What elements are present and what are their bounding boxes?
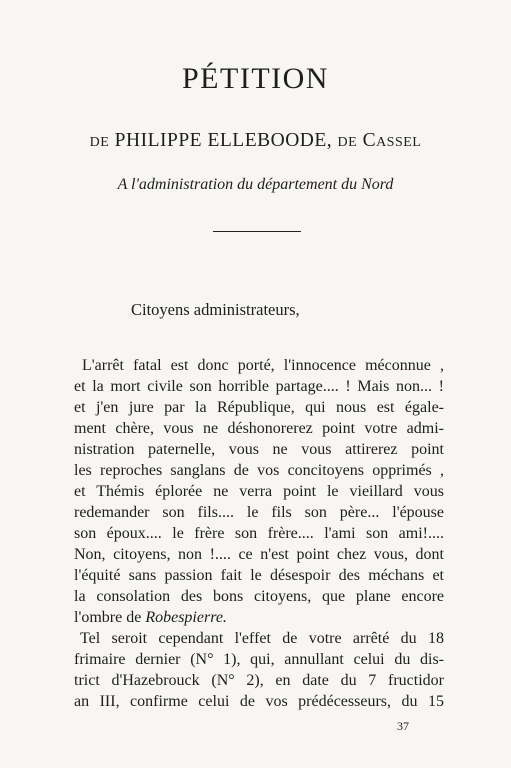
body-line: et la mort civile son horrible partage.... ! Mais non... !: [74, 378, 444, 395]
body-line: l'équité sans passion fait le désespoir des méchans et: [74, 567, 444, 584]
body-line: redemander son fils.... le fils son père... l'épouse: [74, 504, 444, 521]
robespierre-name: Robespierre.: [145, 609, 227, 626]
subtitle-lead: de: [89, 130, 115, 151]
body-line: son époux.... le frère son frère.... l'ami son ami!....: [74, 525, 444, 542]
addressee: A l'administration du département du Nord: [117, 176, 394, 193]
body-line-text: l'ombre de: [74, 609, 146, 626]
section-divider: [213, 231, 301, 232]
page-title: PÉTITION: [182, 62, 329, 95]
body-line: an III, confirme celui de vos prédécesseurs, du 15: [74, 693, 444, 710]
author-place: de Cassel: [337, 130, 422, 151]
body-line: nistration paternelle, vous ne vous attirerez point: [74, 441, 444, 458]
body-line: Tel seroit cependant l'effet de votre arrêté du 18: [80, 630, 444, 647]
subtitle-separator: ,: [326, 130, 338, 151]
body-line: et Thémis éplorée ne verra point le vieillard vous: [74, 483, 444, 500]
salutation: Citoyens administrateurs,: [131, 300, 300, 319]
body-line: Non, citoyens, non !.... ce n'est point chez vous, dont: [74, 546, 444, 563]
body-text: [74, 355, 444, 712]
author-name: PHILIPPE ELLEBOODE: [114, 130, 327, 151]
body-line: frimaire dernier (N° 1), qui, annullant celui du dis-: [74, 651, 444, 668]
body-line: et j'en jure par la République, qui nous est égale-: [74, 399, 444, 416]
page-number: 37: [397, 719, 409, 733]
body-line: L'arrêt fatal est donc porté, l'innocence méconnue ,: [82, 357, 444, 374]
body-line: la consolation des bons citoyens, que plane encore: [74, 588, 444, 605]
body-line: les reproches sanglans de vos concitoyens opprimés ,: [74, 462, 444, 479]
body-line-last: [74, 607, 444, 628]
body-line: trict d'Hazebrouck (N° 2), en date du 7 fructidor: [74, 672, 444, 689]
body-line: ment chère, vous ne déshonorerez point votre admi-: [74, 420, 444, 437]
petition-author-line: [0, 130, 511, 152]
